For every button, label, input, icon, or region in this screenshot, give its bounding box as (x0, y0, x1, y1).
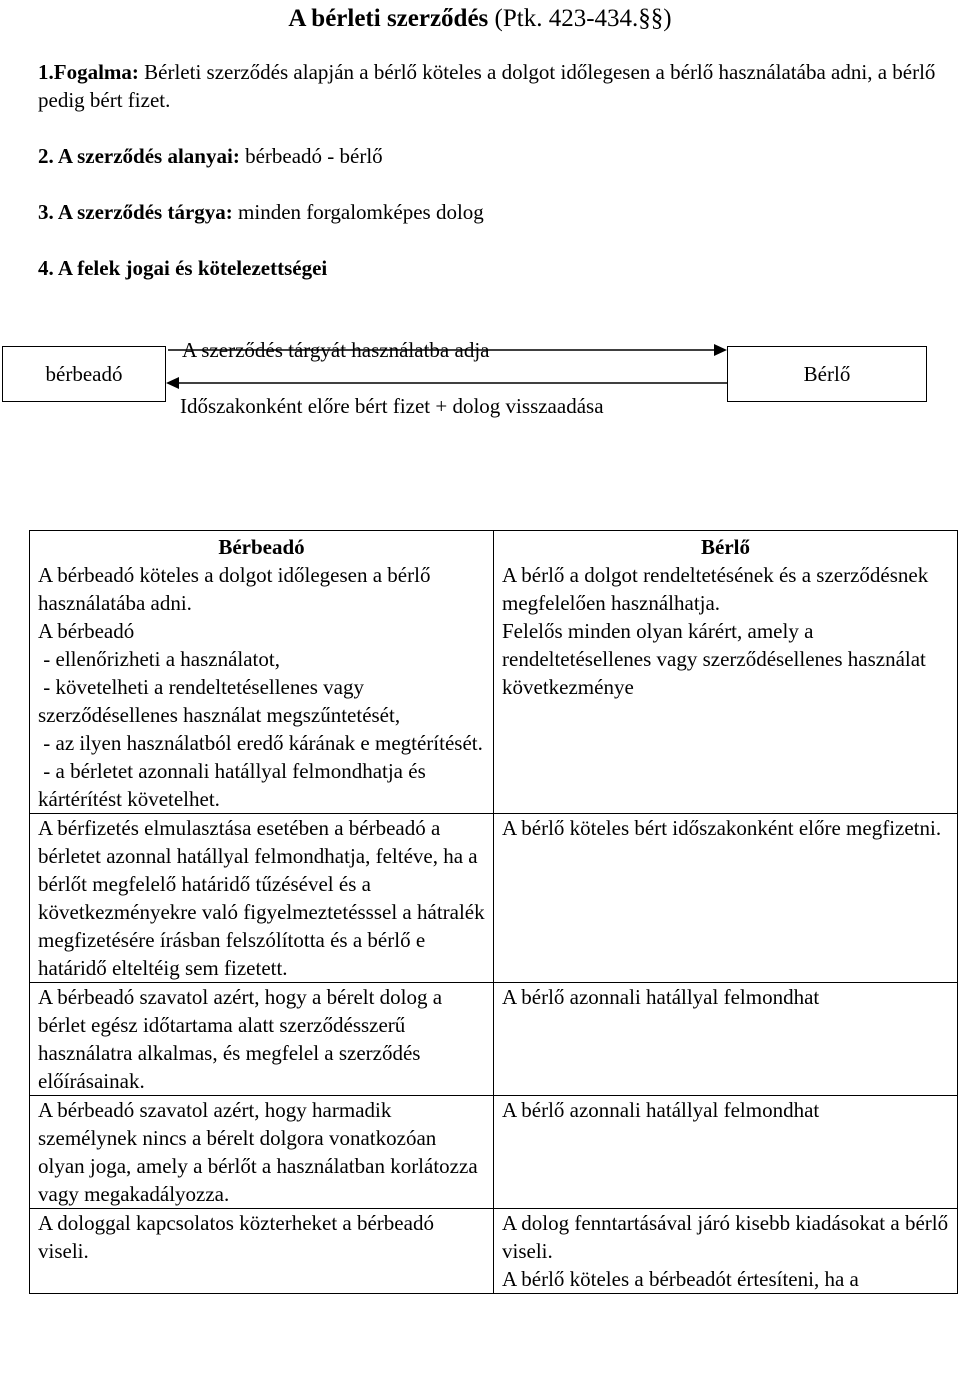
table-row (30, 1209, 958, 1294)
cell-line: A bérbeadó köteles a dolgot időlegesen a bérlő használatába adni. (38, 563, 431, 615)
cell-line: - követelheti a rendeltetésellenes vagy szerződésellenes használat megszűntetését, (38, 675, 401, 727)
section-definition-text: Bérleti szerződés alapján a bérlő köteles a dolgot időlegesen a bérlő használatába adni, a bérlő pedig bért fizet. (38, 60, 936, 112)
section-rights-heading: 4. A felek jogai és kötelezettségei (38, 256, 328, 280)
rights-table (29, 530, 958, 1294)
cell-line: A bérfizetés elmulasztása esetében a bérbeadó a bérletet azonnal hatállyal felmondhatja, feltéve, ha a bérlőt megfelelő határidő tűzésével és a következményekre való figyelmeztetésssel a hátralék megfizetésére írásban felszólította és a bérlő e határidő elteltéig sem fizetett. (38, 816, 485, 980)
section-subject-text: minden forgalomképes dolog (232, 200, 484, 224)
cell-line: A bérlő azonnali hatállyal felmondhat (502, 1098, 820, 1122)
lessee-cell (494, 1209, 958, 1294)
cell-line: A bérbeadó (38, 619, 135, 643)
lessee-cell (494, 561, 958, 814)
cell-line: A dologgal kapcsolatos közterheket a bérbeadó viseli. (38, 1211, 434, 1263)
table-row (30, 561, 958, 814)
section-parties-text: bérbeadó - bérlő (239, 144, 383, 168)
table-row (30, 1096, 958, 1209)
cell-line: A bérbeadó szavatol azért, hogy harmadik személynek nincs a bérelt dolgora vonatkozóan olyan joga, amely a bérlőt a használatban korlátozza vagy megakadályozza. (38, 1098, 478, 1206)
table-row (30, 814, 958, 983)
lessee-cell (494, 1096, 958, 1209)
table-header-row (30, 531, 958, 562)
section-subject-heading: 3. A szerződés tárgya: (38, 200, 233, 224)
cell-line: A bérlő azonnali hatállyal felmondhat (502, 985, 820, 1009)
table-row (30, 983, 958, 1096)
cell-line: A bérlő köteles a bérbeadót értesíteni, ha a (502, 1267, 859, 1291)
title-reference: (Ptk. 423-434.§§) (488, 5, 672, 32)
cell-line: A bérlő köteles bért időszakonként előre megfizetni. (502, 816, 942, 840)
cell-line: A bérlő a dolgot rendeltetésének és a szerződésnek megfelelően használhatja. (502, 563, 929, 615)
top-arrow-head (714, 344, 727, 356)
lessor-box-label: bérbeadó (45, 362, 123, 386)
cell-line: - ellenőrizheti a használatot, (38, 647, 280, 671)
header-lessee: Bérlő (494, 531, 958, 562)
lessee-cell (494, 983, 958, 1096)
bottom-arrow-label: Időszakonként előre bért fizet + dolog visszaadása (180, 394, 604, 418)
top-arrow-label: A szerződés tárgyát használatba adja (182, 338, 490, 362)
lessor-cell (30, 814, 494, 983)
lessee-cell (494, 814, 958, 983)
section-parties-heading: 2. A szerződés alanyai: (38, 144, 240, 168)
cell-line: - az ilyen használatból eredő kárának e megtérítését. (38, 731, 483, 755)
cell-line: A dolog fenntartásával járó kisebb kiadásokat a bérlő viseli. (502, 1211, 949, 1263)
cell-line: Felelős minden olyan kárért, amely a rendeltetésellenes vagy szerződésellenes használat következménye (502, 619, 926, 699)
title-bold: A bérleti szerződés (288, 5, 489, 32)
lessor-cell (30, 1209, 494, 1294)
lessor-cell (30, 561, 494, 814)
cell-line: - a bérletet azonnali hatállyal felmondhatja és kártérítést követelhet. (38, 759, 431, 811)
bottom-arrow-head (166, 377, 179, 389)
lessor-cell (30, 1096, 494, 1209)
header-lessor: Bérbeadó (30, 531, 494, 562)
lessor-cell (30, 983, 494, 1096)
cell-line: A bérbeadó szavatol azért, hogy a bérelt dolog a bérlet egész időtartama alatt szerződésszerű használatra alkalmas, és megfelel a szerződés előírásainak. (38, 985, 443, 1093)
lessee-box-label: Bérlő (803, 362, 851, 386)
section-definition-heading: 1.Fogalma: (38, 60, 139, 84)
